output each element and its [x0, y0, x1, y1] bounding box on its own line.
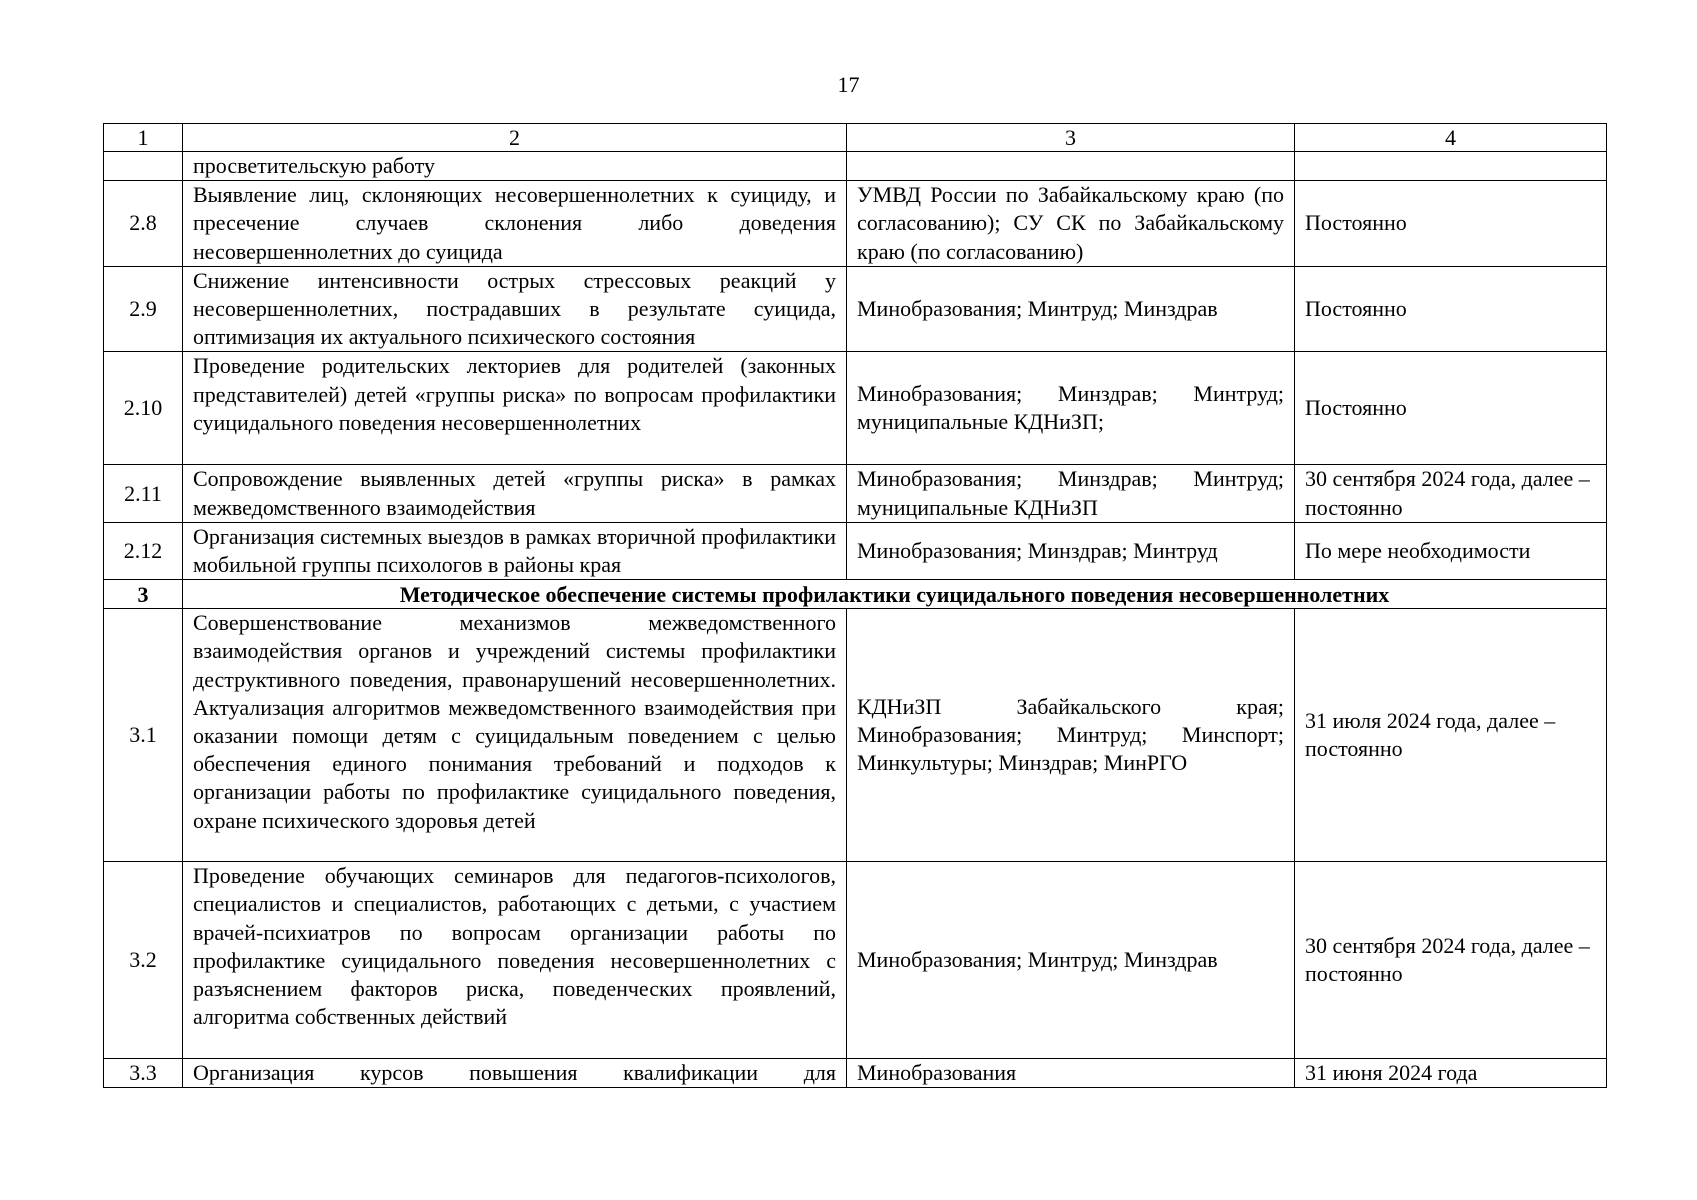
row-responsible: Минобразования; Минздрав; Минтруд; муниципальные КДНиЗП [847, 465, 1295, 522]
table-row [104, 352, 1607, 465]
row-responsible [847, 152, 1295, 181]
row-term: Постоянно [1295, 181, 1607, 267]
section-title: Методическое обеспечение системы профилактики суицидального поведения несовершеннолетних [183, 580, 1607, 609]
row-term: По мере необходимости [1295, 522, 1607, 579]
row-term: 31 июня 2024 года [1295, 1059, 1607, 1088]
row-term [1295, 152, 1607, 181]
row-responsible: УМВД России по Забайкальскому краю (по согласованию); СУ СК по Забайкальскому краю (по согласованию) [847, 181, 1295, 267]
row-term: 30 сентября 2024 года, далее – постоянно [1295, 862, 1607, 1059]
row-description: Выявление лиц, склоняющих несовершеннолетних к суициду, и пресечение случаев склонения либо доведения несовершеннолетних до суицида [183, 181, 847, 267]
column-number-4: 4 [1295, 124, 1607, 152]
row-responsible: Минобразования; Минздрав; Минтруд; муниципальные КДНиЗП; [847, 352, 1295, 465]
table-header-row [104, 124, 1607, 152]
row-number: 2.10 [104, 352, 183, 465]
table-row [104, 609, 1607, 862]
row-description: Совершенствование механизмов межведомственного взаимодействия органов и учреждений системы профилактики деструктивного поведения, правонарушений несовершеннолетних. Актуализация алгоритмов межведомственного взаимодействия при оказании помощи детям с суицидальным поведением с целью обеспечения единого понимания требований и подходов к организации работы по профилактике суицидального поведения, охране психического здоровья детей [183, 609, 847, 862]
row-responsible: Минобразования; Минтруд; Минздрав [847, 266, 1295, 352]
row-description: Сопровождение выявленных детей «группы риска» в рамках межведомственного взаимодействия [183, 465, 847, 522]
row-description: Организация системных выездов в рамках вторичной профилактики мобильной группы психологов в районы края [183, 522, 847, 579]
row-number: 3.2 [104, 862, 183, 1059]
table-row [104, 152, 1607, 181]
row-term: Постоянно [1295, 352, 1607, 465]
table-row [104, 862, 1607, 1059]
table-row [104, 465, 1607, 522]
section-number: 3 [104, 580, 183, 609]
page-number: 17 [837, 72, 860, 97]
row-responsible: Минобразования; Минтруд; Минздрав [847, 862, 1295, 1059]
table-row [104, 266, 1607, 352]
table-row [104, 181, 1607, 267]
row-description: Снижение интенсивности острых стрессовых реакций у несовершеннолетних, пострадавших в результате суицида, оптимизация их актуального психического состояния [183, 266, 847, 352]
row-number [104, 152, 183, 181]
row-responsible: КДНиЗП Забайкальского края; Минобразования; Минтруд; Минспорт; Минкультуры; Минздрав; МинРГО [847, 609, 1295, 862]
row-number: 3.1 [104, 609, 183, 862]
row-term: Постоянно [1295, 266, 1607, 352]
row-description: Проведение родительских лекториев для родителей (законных представителей) детей «группы риска» по вопросам профилактики суицидального поведения несовершеннолетних [183, 352, 847, 465]
row-description: Проведение обучающих семинаров для педагогов-психологов, специалистов и специалистов, работающих с детьми, с участием врачей-психиатров по вопросам организации работы по профилактике суицидального поведения несовершеннолетних с разъяснением факторов риска, поведенческих проявлений, алгоритма собственных действий [183, 862, 847, 1059]
row-number: 2.8 [104, 181, 183, 267]
row-number: 3.3 [104, 1059, 183, 1088]
column-number-2: 2 [183, 124, 847, 152]
row-number: 2.9 [104, 266, 183, 352]
column-number-1: 1 [104, 124, 183, 152]
column-number-3: 3 [847, 124, 1295, 152]
section-row [104, 580, 1607, 609]
row-responsible: Минобразования; Минздрав; Минтруд [847, 522, 1295, 579]
row-responsible: Минобразования [847, 1059, 1295, 1088]
table-row [104, 522, 1607, 579]
row-description: просветительскую работу [183, 152, 847, 181]
row-number: 2.12 [104, 522, 183, 579]
row-term: 31 июля 2024 года, далее – постоянно [1295, 609, 1607, 862]
row-description: Организация курсов повышения квалификации для [183, 1059, 847, 1088]
row-term: 30 сентября 2024 года, далее – постоянно [1295, 465, 1607, 522]
table-row [104, 1059, 1607, 1088]
row-number: 2.11 [104, 465, 183, 522]
plan-table [103, 123, 1607, 1088]
